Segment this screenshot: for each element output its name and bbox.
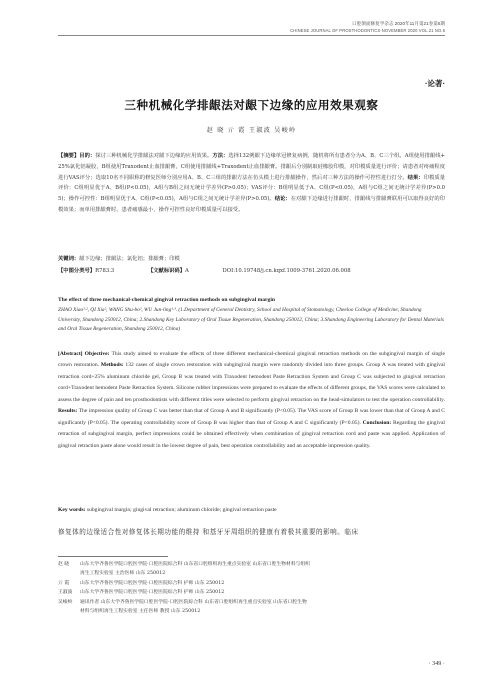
abstract-en [58, 349, 445, 452]
keywords-en-text: subgingival margin; gingival retraction; aluminum chloride; gingival retraction paste [86, 507, 277, 513]
article-title-cn: 三种机械化学排龈法对龈下边缘的应用效果观察 [124, 98, 379, 112]
abstract-cn [58, 151, 445, 216]
conclusion-text: Regarding the gingival retraction of subgingival margin, perfect impressions could be obtained effectively when combination of gingival retraction cord and paste was applied. Application of gingival retraction paste alone would result in the lowest degree of pain, best operation controllability and an acceptable impression quality. [58, 419, 445, 449]
journal-title-en: CHINESE JOURNAL OF PROSTHODONTICS·NOVEMBER 2020 VOL.21 NO.6 [290, 28, 445, 33]
footnote-affiliation-cont: 材料与组织再生工程实验室 主任医师 教授 山东 250012 [80, 609, 201, 615]
footnote-rule [58, 556, 168, 557]
keywords-cn [58, 254, 445, 262]
authors-en: ZHAO Xiao¹·², QI Xia², WANG Shu-bo², WU Jun-ling¹·³. (1.Department of General Dentistry, School and Hospital of Stomatology, Cheeloo College of Medicine, Shandong University, Shandong 250012, China; 2.Shandong Key Laboratory of Oral Tissue Regeneration, Shandong 250012, China; 3.Shandong Engineering Laboratory for Dental Materials and Oral Tissue Regeneration, Shandong 250012, China) [58, 307, 444, 333]
abstract-methods-label: 方法： [212, 153, 229, 159]
methods-label: Methods: [100, 362, 124, 369]
results-label: Results: [58, 408, 78, 415]
conclusion-label: Conclusion: [362, 419, 392, 426]
authors-cn: 赵 晓 亓 霞 王淑波 吴峻岭 [206, 127, 297, 134]
classification-line [58, 266, 445, 274]
footnote-name: 赵 晓 [58, 562, 70, 567]
doc-code-label: 【文献标识码】 [147, 268, 186, 274]
objective-text: This study aimed to evaluate the effects of three different mechanical-chemical gingival retraction methods on the subgingival margin of single crown restoration. [58, 351, 445, 369]
footnote-affiliation-cont: 再生工程实验室 主治医师 山东 250012 [80, 571, 166, 577]
abstract-conclusion: 在对龈下边缘进行排龈时，排龈线与排龈膏联用可以取得良好的印模效果；而单用排龈膏时，患者痛感最小，操作可控性良好印模质量可以接受。 [58, 196, 445, 213]
abstract-en-label: [Abstract] [58, 351, 83, 357]
doc-code: A [185, 268, 189, 274]
keywords-en [58, 507, 445, 513]
abstract-results: 印模质量评价：C组明显优于A、B组(P<0.05)，A组与B组之间无统计学差异(P>0.05)；VAS评分：B组明显低于A、C组(P<0.05)，A组与C组之间无统计学差异(P>0.05)；操作可控性：B组明显优于A、C组(P<0.05)，A组与C组之间无统计学差异(P>0.05)。 [58, 174, 445, 203]
keywords-en-label: Key words: [58, 507, 86, 513]
clc-label: 【中图分类号】 [58, 268, 96, 274]
page-number: · 349 · [428, 660, 445, 667]
article-title-en: The effect of three mechanical-chemical gingival retraction methods on subgingival margin [58, 297, 275, 303]
footnote-author-1 [58, 560, 448, 578]
abstract-objective-label: 【摘要】目的： [58, 153, 96, 159]
abstract-conclusion-label: 结论： [274, 196, 291, 203]
footnote-author-4 [58, 598, 448, 616]
keywords-cn-label: 关键词： [58, 256, 80, 262]
body-first-line: 修复体的边缘适合性对修复体长期功能的维持 和基牙牙周组织的健康有着极其重要的影响。临床 [58, 528, 359, 536]
section-label: ·论著· [424, 79, 445, 88]
abstract-methods: 选择132例龈下边缘单冠修复病例，随机将所有患者分为A、B、C三个组。A组使用排龈线+25%氯化铝凝胶，B组使用Traxodent止血排龈膏，C组使用排龈线+Traxodent止血排龈膏。排龈后分别制取硅橡胶印模，对印模质量进行评价；请患者对疼痛程度进行VAS评分；选取10名不同职称的修复医师分别应用A、B、C三组的排龈方法在仿头模上进行排龈操作，然后对三种方法的操作可控性进行打分。 [58, 153, 445, 181]
journal-title-cn: 口腔颌面修复学杂志 2020年11月第21卷第6期 [352, 21, 445, 26]
footnote-author-3 [58, 588, 448, 597]
footnote-affiliation: 山东大学齐鲁医学院口腔医学院·口腔医院综合科 护师 山东 250012 [80, 590, 225, 595]
footnote-affiliation: 山东大学齐鲁医学院口腔医学院·口腔医院综合科 护师 山东 250012 [80, 581, 225, 586]
footnote-name: 王淑波 [58, 590, 73, 595]
footnote-affiliation: 通讯作者 山东大学齐鲁医学院口腔医学院·口腔医院综合科 山东省口腔组织再生重点实验室 山东省口腔生物 [80, 600, 307, 605]
header-rule [58, 35, 445, 36]
footnote-name: 吴峻岭 [58, 600, 73, 605]
methods-text: 132 cases of single crown restoration with subgingival margin were randomly divided into three groups. Group A was treated with gingival retraction cord+25% aluminum chloride gel, Group B was treated with Traxodent hemodent Paste Retraction System and Group C was subjected to gingival retraction cord+Traxodent hemodent Paste Retraction System. Silicone rubber impressions were prepared to evaluate the effects of different groups, the VAS scores were calculated to assess the degree of pain and ten prosthodontists with different titles were selected to perform gingival retraction on the head-simulators to test the operation controllability. [58, 362, 445, 403]
results-text: The impression quality of Group C was better than that of Group A and B significantly (P<0.05). The VAS score of Group B was lower than that of Group A and C significantly (P<0.05). The operating controllability score of Group B was higher than that of Group A and C significantly (P<0.05). [58, 408, 445, 426]
footnote-name: 亓 霞 [58, 581, 70, 586]
abstract-results-label: 结果： [407, 174, 424, 181]
keywords-cn-text: 龈下边缘；排龈法；氯化铝；排龈膏；印模 [79, 256, 180, 262]
footnote-affiliation: 山东大学齐鲁医学院口腔医学院·口腔医院综合科 山东省口腔组织再生重点实验室 山东省口腔生物材料与组织 [80, 562, 311, 567]
clc-code: R783.3 [95, 268, 115, 274]
objective-label: Objective: [84, 351, 110, 357]
footnote-author-2 [58, 579, 448, 588]
doi: DOI:10.19748/j.cn.kqxf.1009-3761.2020.06.008 [222, 268, 351, 274]
abstract-objective: 探讨三种机械化学排龈法对龈下边缘的应用效果。 [95, 153, 213, 159]
